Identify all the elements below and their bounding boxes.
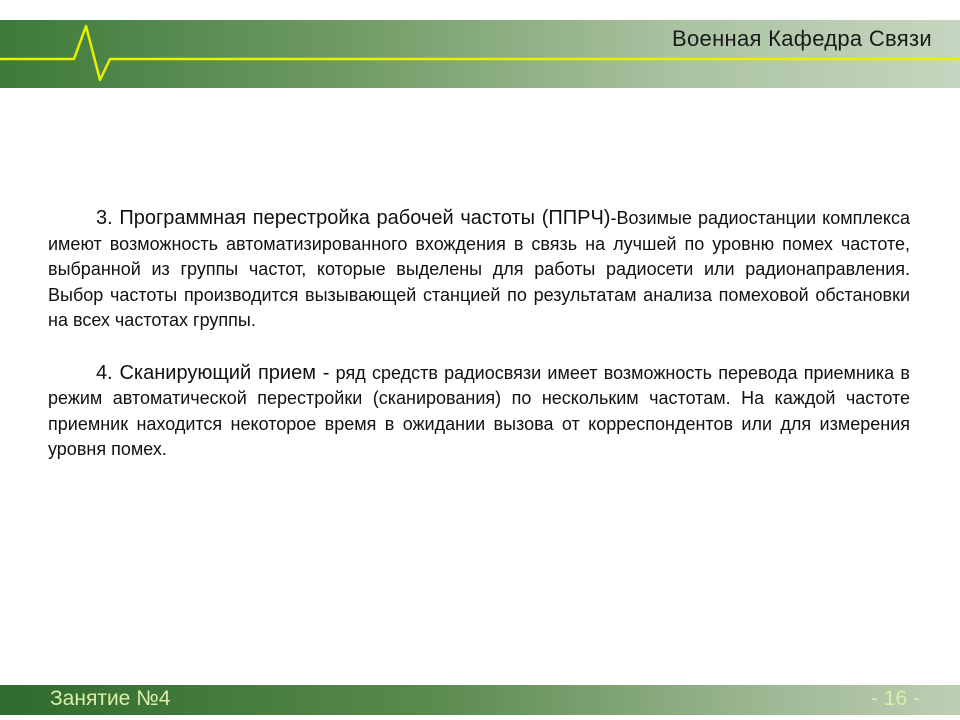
paragraph-pprch [48,206,910,334]
footer-bar [0,685,960,715]
lesson-label: Занятие №4 [50,687,171,710]
paragraph-scanning [48,361,910,463]
slide-content [48,206,910,490]
paragraph-body: ряд средств радиосвязи имеет возможность перевода приемника в режим автоматической перестройки (сканирования) по нескольким частотам. На каждой частоте приемник находится некоторое время в ожидании вызова от корреспондентов или для измерения уровня помех. [48,362,910,459]
header-title: Военная Кафедра Связи [672,26,932,51]
paragraph-body: -Возимые радиостанции комплекса имеют возможность автоматизированного вхождения в связь на лучшей по уровню помех частоте, выбранной из группы частот, которые выделены для работы радиосети или радионаправления. Выбор частоты производится вызывающей станцией по результатам анализа помеховой обстановки на всех частотах группы. [48,208,910,330]
page-number: - 16 - [870,687,920,710]
paragraph-lead: 3. Программная перестройка рабочей частоты (ППРЧ) [96,207,611,229]
paragraph-lead: 4. Сканирующий прием - [96,361,330,384]
